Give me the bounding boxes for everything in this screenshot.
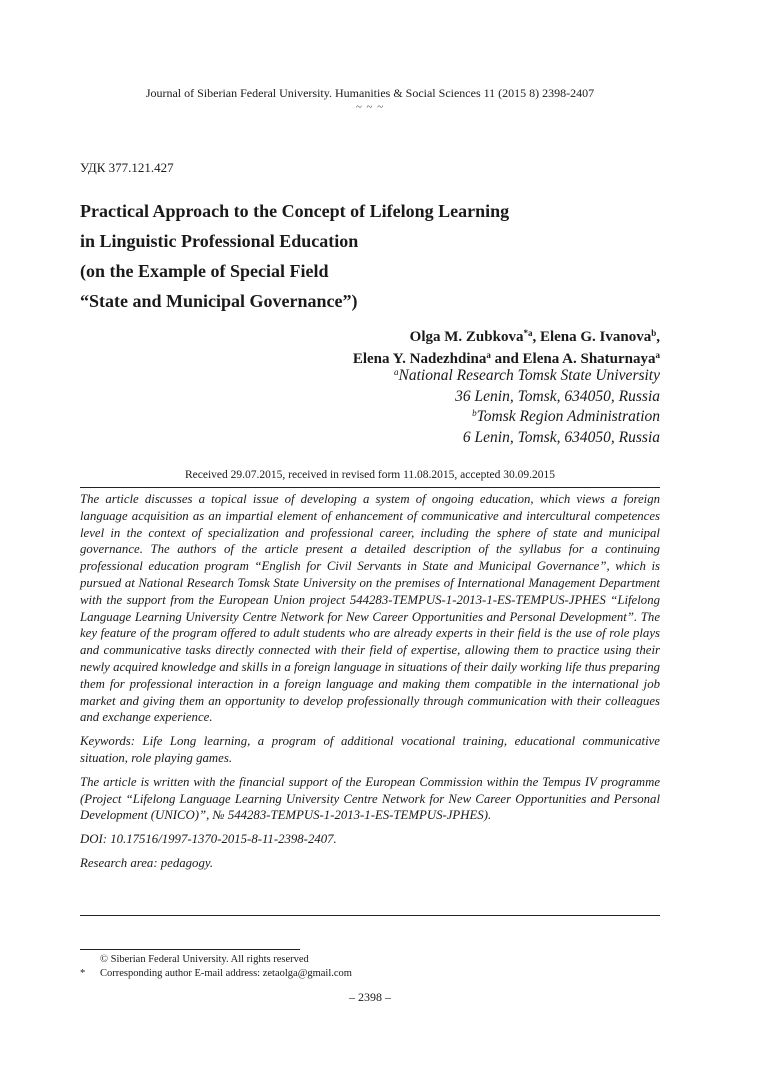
title-line: in Linguistic Professional Education bbox=[80, 231, 359, 251]
affiliation-a-address: 36 Lenin, Tomsk, 634050, Russia bbox=[455, 387, 660, 405]
author-name: Elena Y. Nadezhdina bbox=[352, 351, 487, 367]
footnote-mark: * bbox=[80, 968, 86, 979]
title-line: (on the Example of Special Field bbox=[80, 261, 329, 281]
funding-note: The article is written with the financial support of the European Commission within the Tempus IV programme (Project “Lifelong Language Learning University Centre Network for New Career Opportunities and Personal Development (UNICO)”, № 544283-TEMPUS-1-2013-1-ES-TEMPUS-JPHES). bbox=[80, 774, 660, 823]
title-line: Practical Approach to the Concept of Lifelong Learning bbox=[80, 201, 510, 221]
author-affil-mark: a bbox=[655, 350, 660, 360]
article-title bbox=[80, 196, 680, 316]
udk-code: УДК 377.121.427 bbox=[80, 160, 174, 175]
author-name: and Elena A. Shaturnaya bbox=[490, 351, 656, 367]
research-area: Research area: pedagogy. bbox=[80, 855, 214, 870]
affiliation-b-name: $^b$Tomsk Region Administration bbox=[472, 408, 660, 425]
footnote-rule bbox=[80, 949, 300, 950]
abstract-text: The article discusses a topical issue of developing a system of ongoing education, which views a foreign language acquisition as an impartial element of enhancement of communicative and intercultural competences level in the context of specialization and professional career, including the sphere of state and municipal governance. The authors of the article present a detailed description of the syllabus for a continuing professional education program “English for Civil Servants in State and Municipal Governance”, which is pursued at National Research Tomsk State University on the premises of International Management Department with the support from the European Union project 544283-TEMPUS-1-2013-1-ES-TEMPUS-JPHES “Lifelong Language Learning University Centre Network for New Career Opportunities and Personal Development”. The key feature of the program offered to adult students who are already experts in their field is the use of role plays and communicative tasks directly connected with their field of expertise, allowing them to practice using their newly acquired knowledge and skills in a foreign language in situations of their daily working life thus preparing them for professional interaction in a foreign language and making them compatible in the international job market and giving them an opportunity to develop professionally through communication with their colleagues and exchange experience. bbox=[80, 492, 660, 725]
affil-mark: b bbox=[472, 408, 477, 418]
author-affil-mark: b bbox=[651, 328, 657, 338]
affiliation-b-address: 6 Lenin, Tomsk, 634050, Russia bbox=[462, 428, 660, 446]
title-line: “State and Municipal Governance”) bbox=[80, 291, 358, 311]
author-affil-mark: a bbox=[486, 350, 491, 360]
keywords: Keywords: Life Long learning, a program of additional vocational training, educational communicative situation, role playing games. bbox=[80, 734, 660, 765]
author-list bbox=[353, 326, 660, 370]
affil-mark: a bbox=[394, 367, 399, 377]
page-number: – 2398 – bbox=[349, 990, 391, 1004]
footnote-corresponding bbox=[80, 967, 352, 981]
author-line-1 bbox=[353, 326, 660, 348]
author-separator: , bbox=[656, 329, 660, 345]
doi[interactable]: DOI: 10.17516/1997-1370-2015-8-11-2398-2407. bbox=[80, 832, 337, 847]
corresponding-email[interactable]: Corresponding author E-mail address: zetaolga@gmail.com bbox=[100, 968, 352, 979]
received-dates: Received 29.07.2015, received in revised form 11.08.2015, accepted 30.09.2015 bbox=[184, 469, 556, 481]
abstract-bottom-rule bbox=[80, 915, 660, 916]
abstract-top-rule bbox=[80, 487, 660, 488]
author-name: Olga M. Zubkova bbox=[409, 329, 524, 345]
author-name: , Elena G. Ivanova bbox=[532, 329, 652, 345]
footnote-copyright: © Siberian Federal University. All rights reserved bbox=[100, 954, 309, 965]
journal-header: Journal of Siberian Federal University. Humanities & Social Sciences 11 (2015 8) 2398-2407 bbox=[145, 86, 595, 100]
author-affil-mark: *a bbox=[523, 328, 533, 338]
affiliations bbox=[394, 366, 660, 448]
header-separator: ~ ~ ~ bbox=[355, 101, 385, 113]
abstract-block bbox=[80, 491, 660, 879]
affiliation-a-name: $^a$National Research Tomsk State University bbox=[394, 367, 660, 384]
